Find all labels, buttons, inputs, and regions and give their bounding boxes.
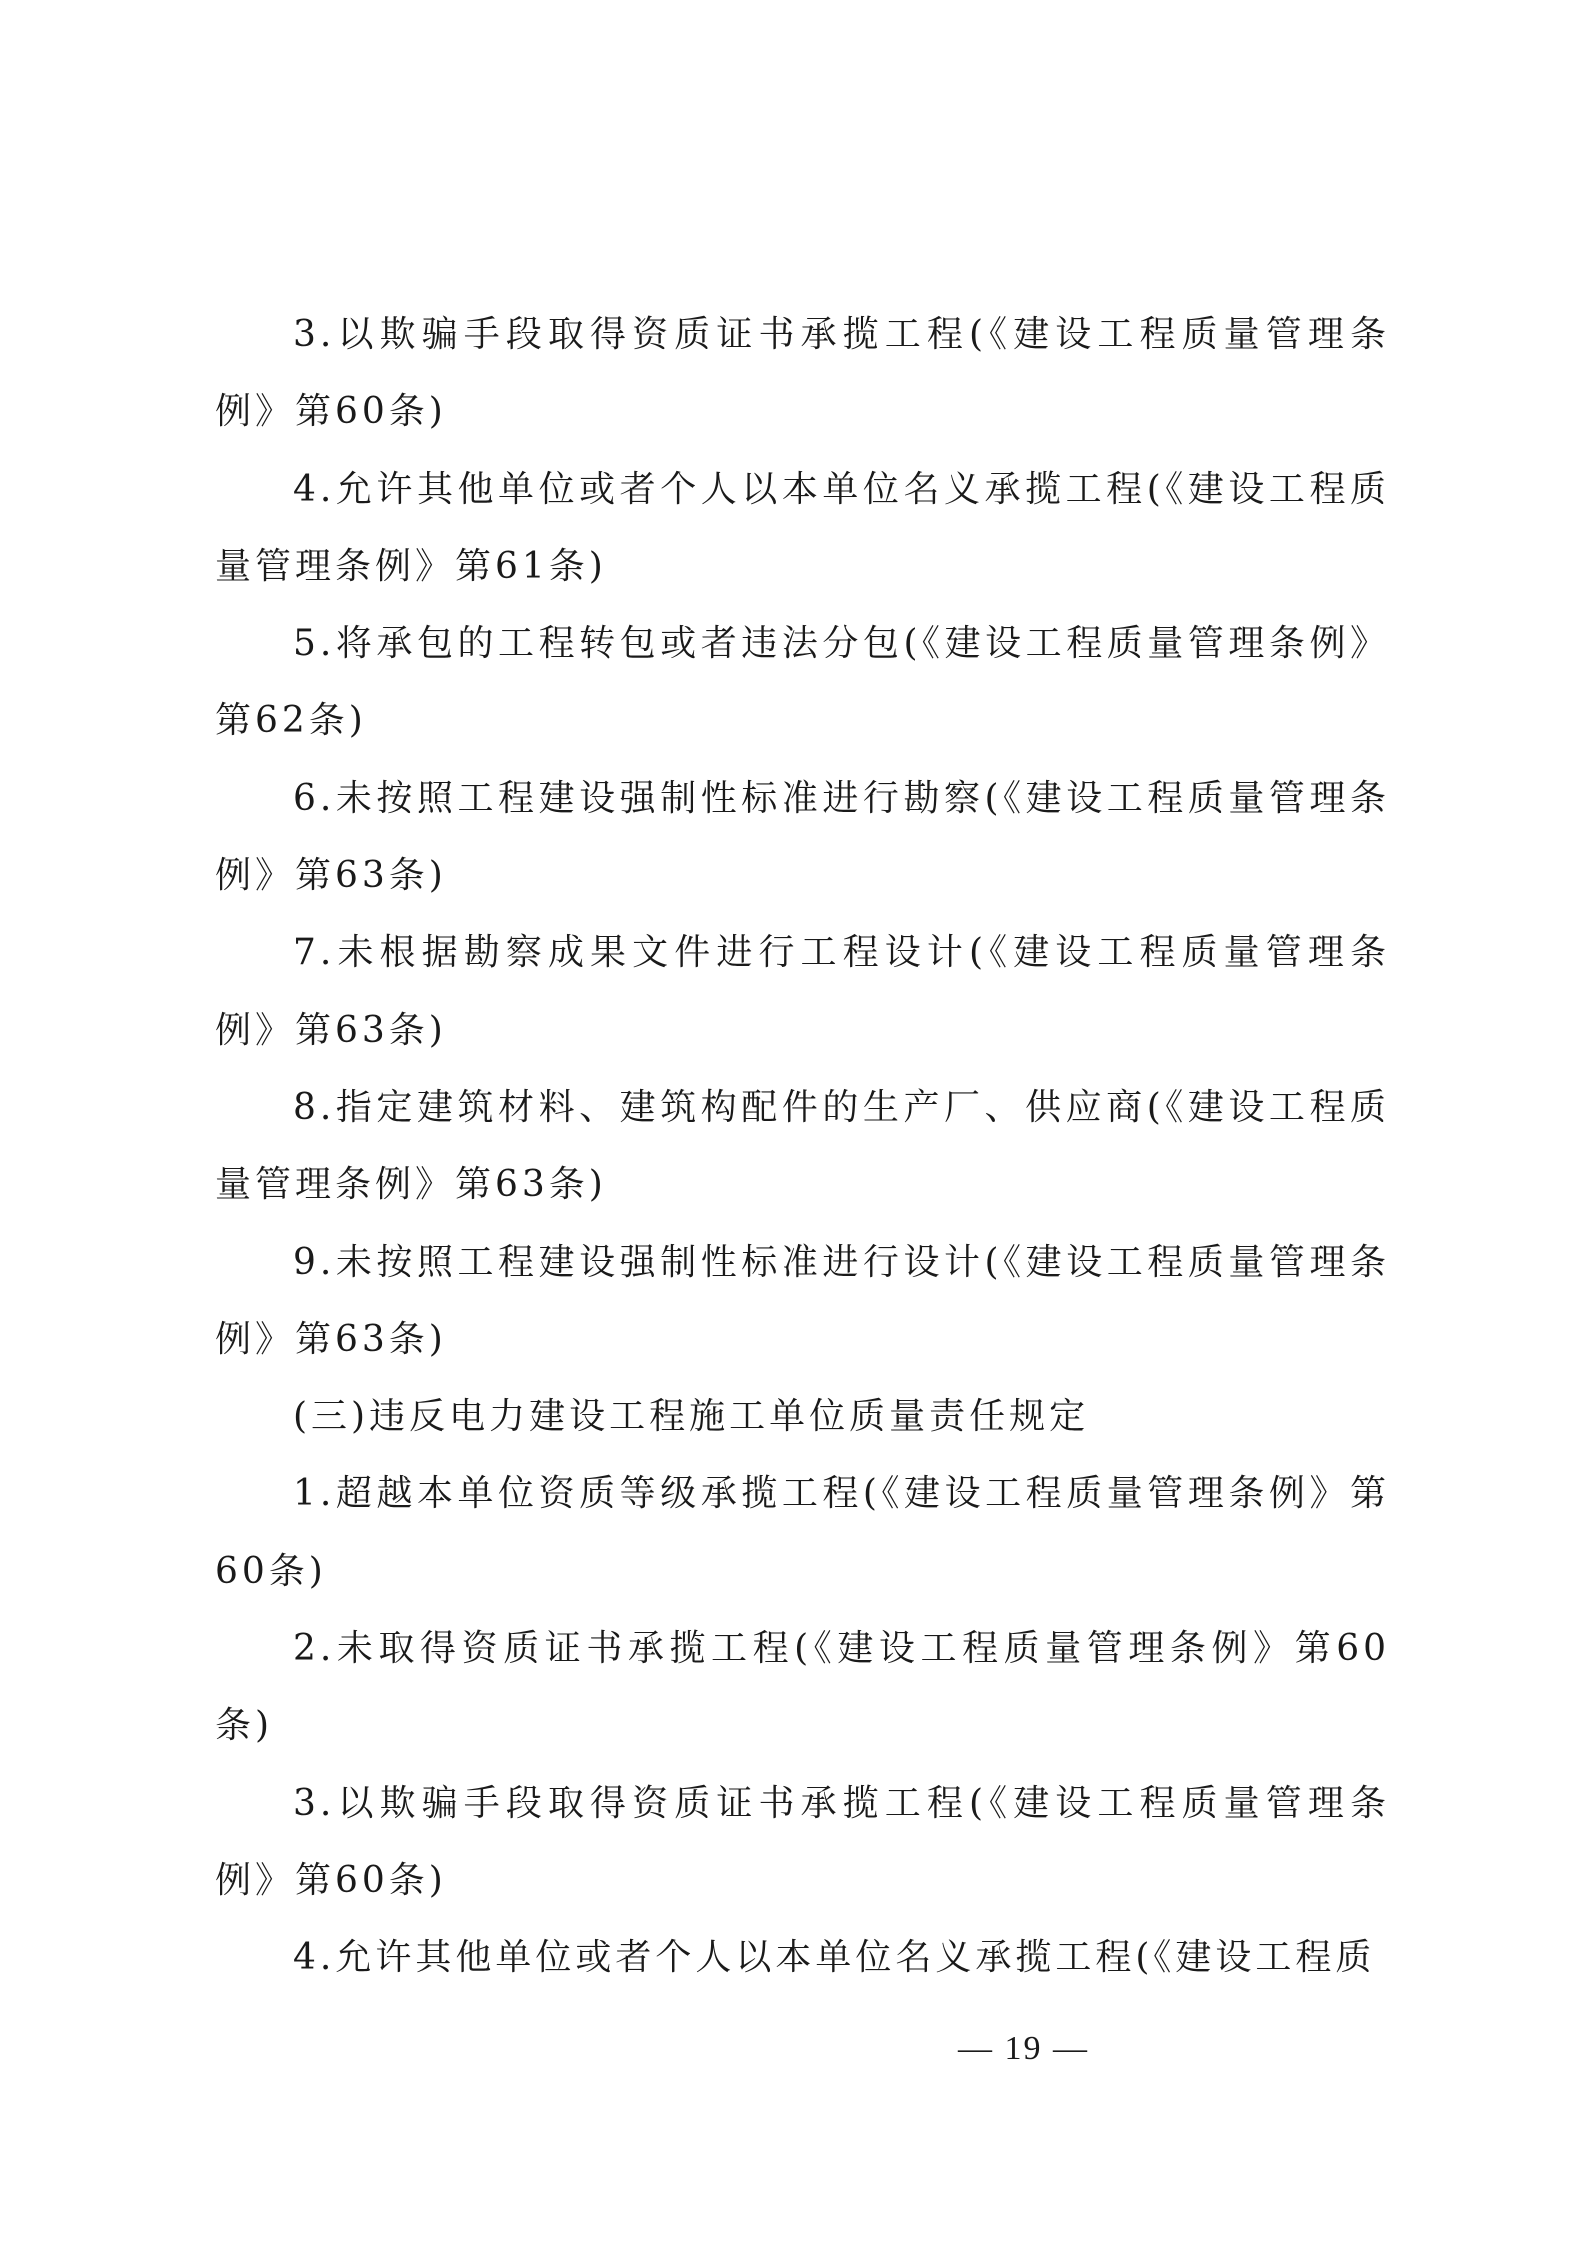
paragraph: 1.超越本单位资质等级承揽工程(《建设工程质量管理条例》第60条): [215, 1473, 1390, 1592]
paragraph: 8.指定建筑材料、建筑构配件的生产厂、供应商(《建设工程质量管理条例》第63条): [215, 1086, 1390, 1206]
section-heading: (三)违反电力建设工程施工单位质量责任规定: [293, 1396, 1090, 1438]
paragraph: 5.将承包的工程转包或者违法分包(《建设工程质量管理条例》第62条): [215, 623, 1390, 742]
document-body: [215, 296, 1390, 1997]
page-number: — 19 —: [958, 2030, 1089, 2067]
paragraph: 4.允许其他单位或者个人以本单位名义承揽工程(《建设工程质量管理条例》第61条): [215, 468, 1390, 587]
paragraph: 2.未取得资质证书承揽工程(《建设工程质量管理条例》第60条): [215, 1628, 1390, 1747]
paragraph: 3.以欺骗手段取得资质证书承揽工程(《建设工程质量管理条例》第60条): [215, 314, 1390, 433]
paragraph: 4.允许其他单位或者个人以本单位名义承揽工程(《建设工程质: [293, 1937, 1376, 1979]
paragraph: 7.未根据勘察成果文件进行工程设计(《建设工程质量管理条例》第63条): [215, 932, 1390, 1051]
paragraph: 9.未按照工程建设强制性标准进行设计(《建设工程质量管理条例》第63条): [215, 1241, 1390, 1360]
paragraph: 6.未按照工程建设强制性标准进行勘察(《建设工程质量管理条例》第63条): [215, 777, 1390, 897]
paragraph: 3.以欺骗手段取得资质证书承揽工程(《建设工程质量管理条例》第60条): [215, 1782, 1390, 1901]
